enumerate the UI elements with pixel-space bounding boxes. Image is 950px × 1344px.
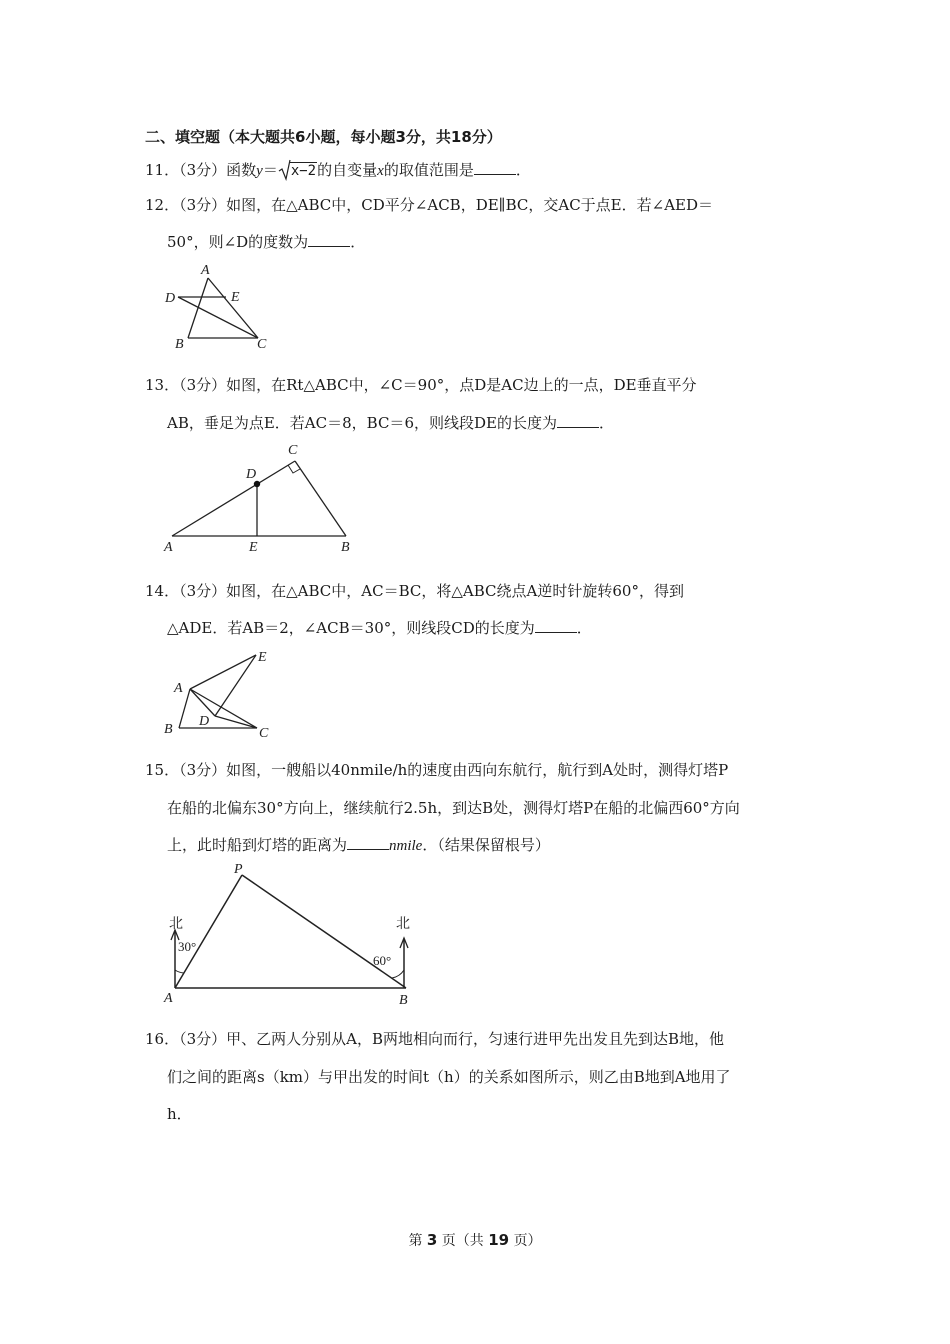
q12-label-b: B [175, 337, 184, 352]
q12-line2: 50°，则∠D的度数为 [167, 233, 309, 251]
q14-label-c: C [259, 726, 269, 741]
q15-label-north-a: 北 [169, 917, 183, 932]
q12-end: ． [350, 233, 366, 251]
q15-line1: （3分）如图，一艘船以40nmile/h的速度由西向东航行，航行到A处时，测得灯塔P [179, 761, 729, 779]
question-13-cont [167, 413, 614, 433]
q15-answer-blank [347, 835, 389, 850]
question-14 [145, 581, 684, 601]
q15-label-a: A [164, 991, 173, 1006]
footer-post: 页） [513, 1233, 542, 1249]
q13-label-d: D [246, 467, 257, 482]
q13-line2: AB，垂足为点E．若AC＝8，BC＝6，则线段DE的长度为 [167, 414, 557, 432]
q11-number: 11． [145, 161, 180, 179]
footer-page-number: 3 [426, 1231, 438, 1249]
q15-line3a: 上，此时船到灯塔的距离为 [167, 836, 348, 854]
q11-eq: ＝ [262, 161, 278, 179]
q11-post2: 的取值范围是 [383, 161, 474, 179]
q15-line2: 在船的北偏东30°方向上，继续航行2.5h，到达B处，测得灯塔P在船的北偏西60°方向 [167, 799, 740, 817]
q12-answer-blank [308, 232, 350, 247]
q15-label-angle-30: 30° [178, 939, 197, 954]
q11-answer-blank [474, 160, 516, 175]
q13-label-b: B [341, 540, 350, 555]
q14-label-a: A [174, 681, 183, 696]
q12-label-d: D [165, 291, 176, 306]
q14-answer-blank [535, 618, 577, 633]
footer-mid: 页（共 [441, 1233, 484, 1249]
q14-line1: （3分）如图，在△ABC中，AC＝BC，将△ABC绕点A逆时针旋转60°，得到 [179, 582, 684, 600]
q11-pre: （3分）函数 [179, 161, 257, 179]
q13-number: 13． [145, 376, 180, 394]
page-footer [0, 1230, 950, 1250]
q14-label-e: E [258, 650, 267, 665]
q11-radicand: x−2 [290, 163, 317, 179]
q13-line1: （3分）如图，在Rt△ABC中，∠C＝90°，点D是AC边上的一点，DE垂直平分 [179, 376, 697, 394]
q13-label-e: E [249, 540, 258, 555]
q13-label-a: A [164, 540, 173, 555]
q13-label-c: C [288, 443, 298, 458]
question-15-cont2 [167, 835, 550, 856]
question-11 [145, 160, 531, 181]
q12-figure [160, 258, 280, 353]
q14-figure [160, 645, 280, 745]
q15-label-b: B [399, 993, 408, 1008]
sqrt-expression [278, 160, 317, 181]
q12-label-c: C [257, 337, 267, 352]
q12-line1: （3分）如图，在△ABC中，CD平分∠ACB，DE∥BC，交AC于点E．若∠AED＝ [179, 196, 714, 214]
q11-var-y: y [256, 163, 263, 179]
q14-end: ． [576, 619, 592, 637]
q15-unit: nmile [389, 838, 423, 854]
question-15 [145, 760, 728, 780]
radical-sign-icon [278, 159, 291, 181]
question-16-cont1 [167, 1067, 731, 1087]
q13-answer-blank [557, 413, 599, 428]
question-13 [145, 375, 697, 395]
q14-label-d: D [199, 714, 210, 729]
q15-number: 15． [145, 761, 180, 779]
q15-label-p: P [234, 862, 243, 877]
q16-number: 16． [145, 1030, 180, 1048]
q13-figure [160, 438, 360, 558]
q15-line3c: ．（结果保留根号） [422, 836, 550, 854]
q11-post: 的自变量 [317, 161, 378, 179]
q13-end: ． [598, 414, 614, 432]
question-16 [145, 1029, 724, 1049]
footer-pre: 第 [408, 1233, 423, 1249]
q14-number: 14． [145, 582, 180, 600]
q16-line3: h． [167, 1105, 192, 1123]
q15-label-north-b: 北 [396, 917, 410, 932]
q11-end: ． [515, 161, 531, 179]
question-15-cont1 [167, 798, 740, 818]
q11-var-x: x [377, 163, 384, 179]
q14-line2: △ADE．若AB＝2，∠ACB＝30°，则线段CD的长度为 [167, 619, 535, 637]
q12-label-e: E [231, 290, 240, 305]
question-12-cont [167, 232, 365, 252]
footer-total-pages: 19 [488, 1231, 510, 1249]
q16-line1: （3分）甲、乙两人分别从A，B两地相向而行，匀速行进甲先出发且先到达B地，他 [179, 1030, 725, 1048]
q16-line2: 们之间的距离s（km）与甲出发的时间t（h）的关系如图所示，则乙由B地到A地用了 [167, 1068, 731, 1086]
question-14-cont [167, 618, 592, 638]
q14-label-b: B [164, 722, 173, 737]
q12-number: 12． [145, 196, 180, 214]
q15-figure [160, 860, 420, 1010]
q12-label-a: A [201, 263, 210, 278]
question-12 [145, 195, 713, 215]
section-title: 二、填空题（本大题共6小题，每小题3分，共18分） [145, 128, 502, 146]
q15-label-angle-60: 60° [373, 953, 392, 968]
question-16-cont2 [167, 1104, 192, 1124]
